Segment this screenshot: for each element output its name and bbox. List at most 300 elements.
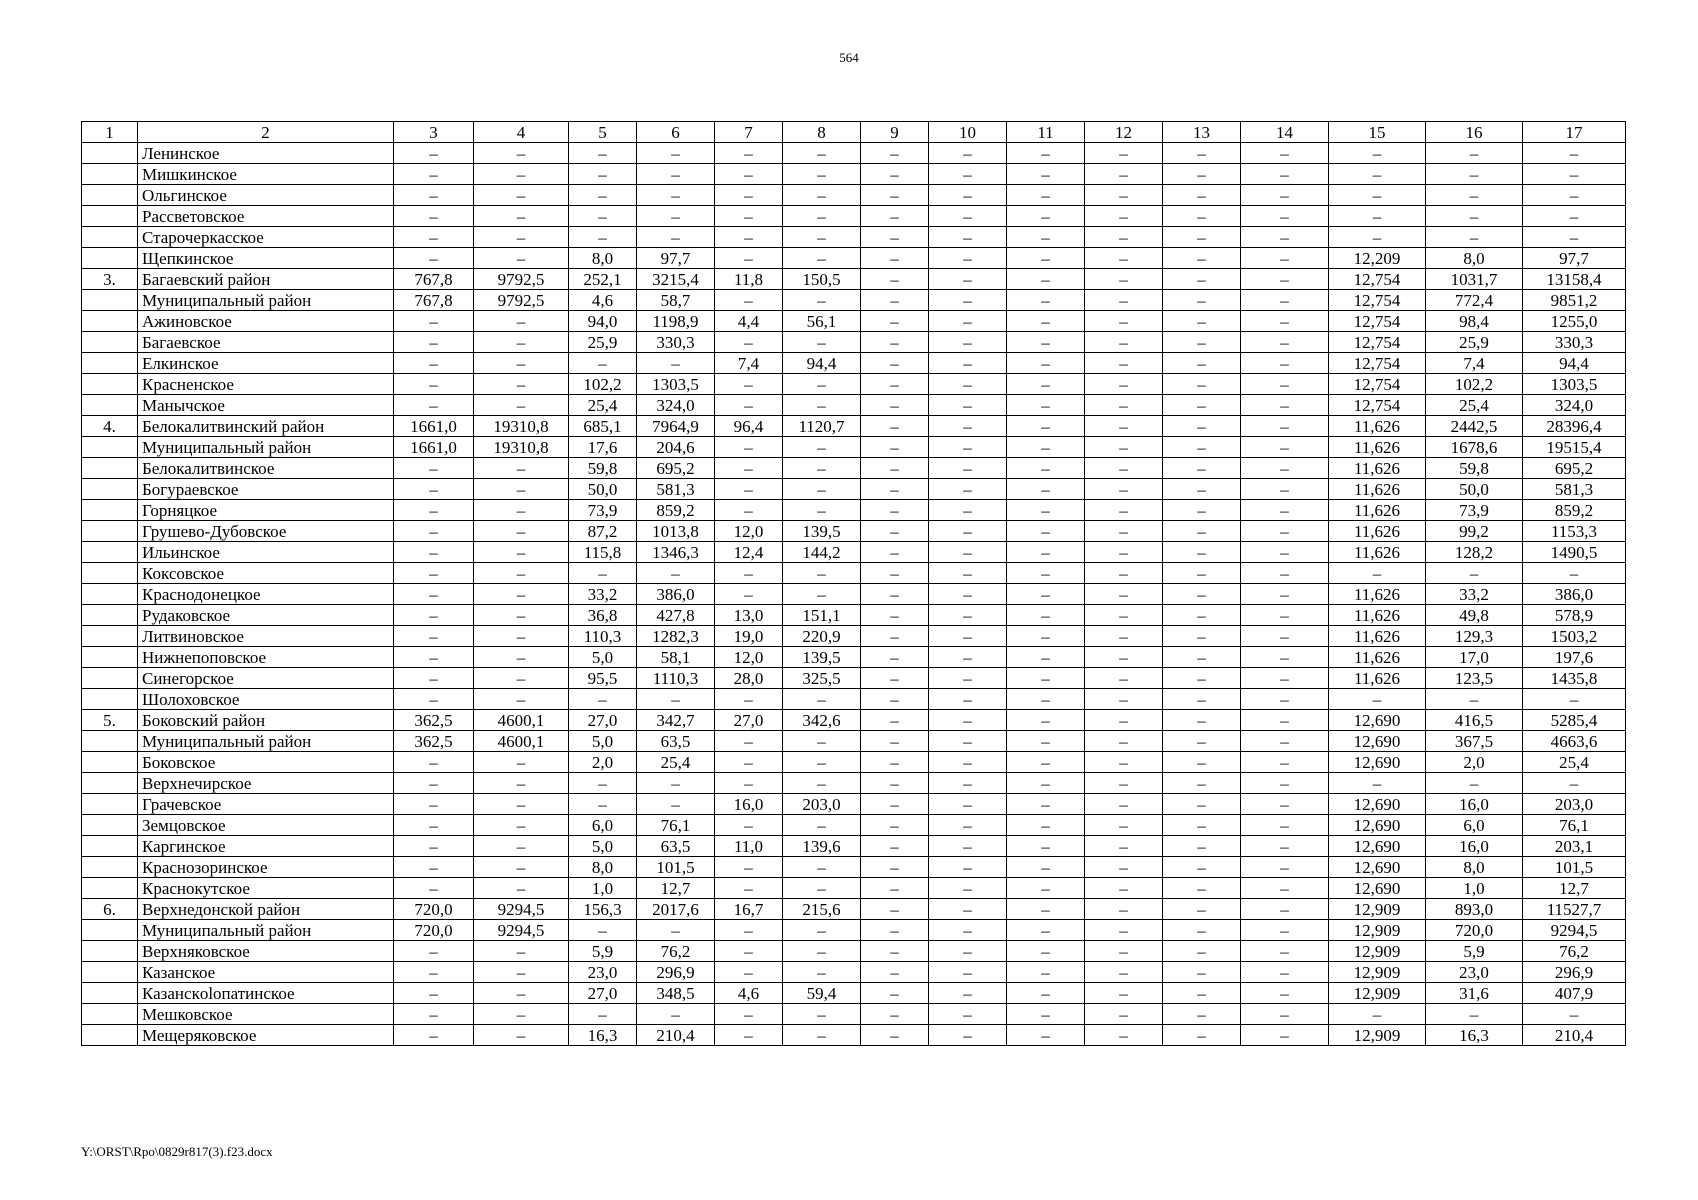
value-cell: – xyxy=(1085,563,1163,584)
value-cell: – xyxy=(861,836,929,857)
value-cell: 695,2 xyxy=(637,458,715,479)
value-cell: 1661,0 xyxy=(394,437,474,458)
value-cell: – xyxy=(783,1025,861,1046)
value-cell: – xyxy=(861,1004,929,1025)
value-cell: – xyxy=(1007,731,1085,752)
value-cell: – xyxy=(1085,962,1163,983)
value-cell: – xyxy=(394,479,474,500)
value-cell: – xyxy=(474,521,569,542)
value-cell: – xyxy=(1163,500,1241,521)
territory-name-cell: Верхнедонской район xyxy=(138,899,394,920)
value-cell: – xyxy=(1085,206,1163,227)
table-row xyxy=(82,584,1626,605)
value-cell: – xyxy=(394,815,474,836)
territory-name-cell: Ольгинское xyxy=(138,185,394,206)
value-cell: – xyxy=(474,794,569,815)
value-cell: 110,3 xyxy=(569,626,637,647)
territory-name-cell: Старочеркасское xyxy=(138,227,394,248)
value-cell: – xyxy=(474,206,569,227)
value-cell: 56,1 xyxy=(783,311,861,332)
value-cell: – xyxy=(1163,458,1241,479)
value-cell: – xyxy=(394,248,474,269)
value-cell: 16,0 xyxy=(715,794,783,815)
value-cell: – xyxy=(474,143,569,164)
table-row xyxy=(82,542,1626,563)
value-cell: – xyxy=(1163,605,1241,626)
value-cell: – xyxy=(1007,983,1085,1004)
territory-name-cell: Белокалитвинский район xyxy=(138,416,394,437)
value-cell: 9294,5 xyxy=(1523,920,1626,941)
value-cell: – xyxy=(637,689,715,710)
value-cell: – xyxy=(1007,500,1085,521)
value-cell: – xyxy=(1085,395,1163,416)
value-cell: – xyxy=(783,437,861,458)
table-row xyxy=(82,1025,1626,1046)
value-cell: 1255,0 xyxy=(1523,311,1626,332)
value-cell: – xyxy=(1241,857,1329,878)
value-cell: 1678,6 xyxy=(1426,437,1523,458)
value-cell: 5,0 xyxy=(569,647,637,668)
value-cell: – xyxy=(1085,1025,1163,1046)
value-cell: – xyxy=(1085,143,1163,164)
value-cell: – xyxy=(861,269,929,290)
table-row xyxy=(82,983,1626,1004)
value-cell: – xyxy=(1007,353,1085,374)
table-row xyxy=(82,731,1626,752)
value-cell: – xyxy=(474,584,569,605)
value-cell: – xyxy=(1163,395,1241,416)
value-cell: – xyxy=(861,332,929,353)
table-row xyxy=(82,500,1626,521)
value-cell: – xyxy=(394,626,474,647)
territory-name-cell: Литвиновское xyxy=(138,626,394,647)
value-cell: 50,0 xyxy=(1426,479,1523,500)
column-header: 2 xyxy=(138,122,394,143)
value-cell: – xyxy=(929,290,1007,311)
value-cell: – xyxy=(1163,332,1241,353)
value-cell: – xyxy=(715,962,783,983)
value-cell: – xyxy=(929,143,1007,164)
value-cell: – xyxy=(929,836,1007,857)
value-cell: – xyxy=(1007,836,1085,857)
value-cell: – xyxy=(715,500,783,521)
value-cell: 94,4 xyxy=(783,353,861,374)
value-cell: 63,5 xyxy=(637,836,715,857)
value-cell: 362,5 xyxy=(394,731,474,752)
value-cell: – xyxy=(715,1004,783,1025)
value-cell: – xyxy=(1523,164,1626,185)
value-cell: – xyxy=(715,437,783,458)
table-row xyxy=(82,815,1626,836)
value-cell: – xyxy=(861,563,929,584)
value-cell: 8,0 xyxy=(1426,857,1523,878)
value-cell: – xyxy=(783,500,861,521)
value-cell: 203,1 xyxy=(1523,836,1626,857)
value-cell: – xyxy=(1007,374,1085,395)
header-row xyxy=(82,122,1626,143)
row-number-cell xyxy=(82,143,138,164)
value-cell: – xyxy=(861,416,929,437)
value-cell: – xyxy=(929,206,1007,227)
table-row xyxy=(82,143,1626,164)
value-cell: – xyxy=(1085,374,1163,395)
value-cell: – xyxy=(1007,584,1085,605)
value-cell: – xyxy=(783,206,861,227)
value-cell: – xyxy=(715,395,783,416)
value-cell: 36,8 xyxy=(569,605,637,626)
value-cell: 893,0 xyxy=(1426,899,1523,920)
value-cell: – xyxy=(1007,479,1085,500)
value-cell: – xyxy=(1329,773,1426,794)
value-cell: 427,8 xyxy=(637,605,715,626)
value-cell: – xyxy=(394,668,474,689)
value-cell: – xyxy=(394,752,474,773)
territory-name-cell: Мишкинское xyxy=(138,164,394,185)
value-cell: 5285,4 xyxy=(1523,710,1626,731)
value-cell: – xyxy=(1241,521,1329,542)
table-row xyxy=(82,395,1626,416)
value-cell: 12,0 xyxy=(715,521,783,542)
value-cell: – xyxy=(1007,521,1085,542)
value-cell: 362,5 xyxy=(394,710,474,731)
value-cell: – xyxy=(861,248,929,269)
value-cell: 8,0 xyxy=(1426,248,1523,269)
data-table xyxy=(81,121,1626,1046)
value-cell: – xyxy=(715,1025,783,1046)
row-number-cell xyxy=(82,500,138,521)
value-cell: 8,0 xyxy=(569,857,637,878)
value-cell: – xyxy=(861,983,929,1004)
value-cell: 1435,8 xyxy=(1523,668,1626,689)
value-cell: – xyxy=(569,185,637,206)
value-cell: – xyxy=(1163,983,1241,1004)
value-cell: – xyxy=(1085,899,1163,920)
row-number-cell xyxy=(82,794,138,815)
territory-name-cell: Муниципальный район xyxy=(138,437,394,458)
row-number-cell xyxy=(82,605,138,626)
value-cell: 4,6 xyxy=(569,290,637,311)
value-cell: – xyxy=(929,920,1007,941)
value-cell: – xyxy=(1241,794,1329,815)
value-cell: – xyxy=(861,731,929,752)
value-cell: – xyxy=(1163,437,1241,458)
value-cell: – xyxy=(861,794,929,815)
row-number-cell: 5. xyxy=(82,710,138,731)
value-cell: 59,4 xyxy=(783,983,861,1004)
value-cell: 252,1 xyxy=(569,269,637,290)
value-cell: – xyxy=(929,563,1007,584)
value-cell: 27,0 xyxy=(715,710,783,731)
value-cell: 16,3 xyxy=(569,1025,637,1046)
row-number-cell xyxy=(82,395,138,416)
value-cell: 11,0 xyxy=(715,836,783,857)
value-cell: – xyxy=(1163,542,1241,563)
value-cell: – xyxy=(1523,185,1626,206)
territory-name-cell: Шолоховское xyxy=(138,689,394,710)
value-cell: 94,4 xyxy=(1523,353,1626,374)
value-cell: – xyxy=(1007,458,1085,479)
value-cell: – xyxy=(1007,857,1085,878)
value-cell: – xyxy=(1007,815,1085,836)
value-cell: – xyxy=(1085,479,1163,500)
value-cell: 76,1 xyxy=(637,815,715,836)
value-cell: – xyxy=(861,710,929,731)
value-cell: – xyxy=(394,374,474,395)
row-number-cell xyxy=(82,437,138,458)
value-cell: – xyxy=(1241,227,1329,248)
value-cell: – xyxy=(1426,227,1523,248)
value-cell: – xyxy=(929,227,1007,248)
value-cell: – xyxy=(715,374,783,395)
value-cell: – xyxy=(1007,563,1085,584)
value-cell: – xyxy=(1241,164,1329,185)
value-cell: – xyxy=(474,164,569,185)
value-cell: – xyxy=(394,584,474,605)
value-cell: – xyxy=(1241,416,1329,437)
value-cell: 342,7 xyxy=(637,710,715,731)
value-cell: 99,2 xyxy=(1426,521,1523,542)
value-cell: 1303,5 xyxy=(1523,374,1626,395)
value-cell: 12,690 xyxy=(1329,878,1426,899)
column-header: 8 xyxy=(783,122,861,143)
table-row xyxy=(82,269,1626,290)
value-cell: – xyxy=(1523,206,1626,227)
value-cell: – xyxy=(1241,332,1329,353)
value-cell: – xyxy=(1007,941,1085,962)
value-cell: – xyxy=(474,605,569,626)
table-row xyxy=(82,563,1626,584)
row-number-cell xyxy=(82,920,138,941)
value-cell: 27,0 xyxy=(569,710,637,731)
value-cell: – xyxy=(1007,395,1085,416)
value-cell: – xyxy=(783,185,861,206)
value-cell: – xyxy=(474,878,569,899)
value-cell: 5,9 xyxy=(569,941,637,962)
value-cell: – xyxy=(474,458,569,479)
value-cell: 12,7 xyxy=(1523,878,1626,899)
value-cell: 203,0 xyxy=(783,794,861,815)
value-cell: 6,0 xyxy=(569,815,637,836)
value-cell: 97,7 xyxy=(1523,248,1626,269)
value-cell: – xyxy=(929,521,1007,542)
value-cell: – xyxy=(1163,899,1241,920)
value-cell: 9294,5 xyxy=(474,920,569,941)
value-cell: – xyxy=(637,206,715,227)
value-cell: – xyxy=(474,773,569,794)
table-row xyxy=(82,164,1626,185)
value-cell: – xyxy=(1241,500,1329,521)
value-cell: 25,4 xyxy=(637,752,715,773)
value-cell: – xyxy=(1007,962,1085,983)
value-cell: – xyxy=(1085,836,1163,857)
column-header: 17 xyxy=(1523,122,1626,143)
value-cell: – xyxy=(1241,584,1329,605)
value-cell: – xyxy=(1163,710,1241,731)
value-cell: 1282,3 xyxy=(637,626,715,647)
value-cell: – xyxy=(1163,689,1241,710)
value-cell: – xyxy=(1329,143,1426,164)
value-cell: – xyxy=(929,899,1007,920)
territory-name-cell: Белокалитвинское xyxy=(138,458,394,479)
value-cell: – xyxy=(1085,584,1163,605)
value-cell: – xyxy=(1241,899,1329,920)
value-cell: – xyxy=(474,647,569,668)
value-cell: – xyxy=(394,311,474,332)
value-cell: – xyxy=(1241,248,1329,269)
value-cell: – xyxy=(929,458,1007,479)
value-cell: – xyxy=(1241,710,1329,731)
value-cell: – xyxy=(715,227,783,248)
value-cell: – xyxy=(715,332,783,353)
value-cell: 12,690 xyxy=(1329,752,1426,773)
value-cell: 150,5 xyxy=(783,269,861,290)
row-number-cell xyxy=(82,857,138,878)
value-cell: – xyxy=(783,878,861,899)
value-cell: 12,209 xyxy=(1329,248,1426,269)
value-cell: 11,626 xyxy=(1329,542,1426,563)
value-cell: – xyxy=(861,941,929,962)
value-cell: – xyxy=(1085,731,1163,752)
territory-name-cell: Рассветовское xyxy=(138,206,394,227)
value-cell: 203,0 xyxy=(1523,794,1626,815)
value-cell: – xyxy=(474,332,569,353)
value-cell: – xyxy=(1085,626,1163,647)
value-cell: 16,7 xyxy=(715,899,783,920)
value-cell: – xyxy=(1007,605,1085,626)
value-cell: – xyxy=(474,311,569,332)
value-cell: 19,0 xyxy=(715,626,783,647)
value-cell: – xyxy=(1085,437,1163,458)
value-cell: 11527,7 xyxy=(1523,899,1626,920)
value-cell: – xyxy=(929,941,1007,962)
column-header: 9 xyxy=(861,122,929,143)
value-cell: 19310,8 xyxy=(474,437,569,458)
value-cell: – xyxy=(715,479,783,500)
value-cell: – xyxy=(861,521,929,542)
value-cell: – xyxy=(1163,752,1241,773)
value-cell: 4600,1 xyxy=(474,731,569,752)
value-cell: – xyxy=(474,227,569,248)
value-cell: – xyxy=(1007,773,1085,794)
value-cell: – xyxy=(1085,458,1163,479)
territory-name-cell: Краснодонецкое xyxy=(138,584,394,605)
value-cell: – xyxy=(474,1025,569,1046)
value-cell: 12,690 xyxy=(1329,857,1426,878)
value-cell: – xyxy=(929,1004,1007,1025)
value-cell: – xyxy=(1241,815,1329,836)
value-cell: – xyxy=(1241,563,1329,584)
value-cell: – xyxy=(394,962,474,983)
value-cell: – xyxy=(637,143,715,164)
value-cell: 4663,6 xyxy=(1523,731,1626,752)
territory-name-cell: Боковское xyxy=(138,752,394,773)
value-cell: 12,909 xyxy=(1329,941,1426,962)
value-cell: – xyxy=(1085,878,1163,899)
row-number-cell xyxy=(82,941,138,962)
value-cell: – xyxy=(474,815,569,836)
value-cell: – xyxy=(929,878,1007,899)
value-cell: 1346,3 xyxy=(637,542,715,563)
value-cell: – xyxy=(569,689,637,710)
value-cell: 2017,6 xyxy=(637,899,715,920)
value-cell: – xyxy=(929,731,1007,752)
value-cell: – xyxy=(1523,689,1626,710)
value-cell: – xyxy=(1007,269,1085,290)
value-cell: 12,909 xyxy=(1329,962,1426,983)
value-cell: 1661,0 xyxy=(394,416,474,437)
value-cell: – xyxy=(1241,920,1329,941)
value-cell: 342,6 xyxy=(783,710,861,731)
value-cell: 12,754 xyxy=(1329,269,1426,290)
value-cell: – xyxy=(783,374,861,395)
value-cell: – xyxy=(1085,710,1163,731)
value-cell: – xyxy=(1241,311,1329,332)
value-cell: 95,5 xyxy=(569,668,637,689)
value-cell: – xyxy=(1426,185,1523,206)
value-cell: – xyxy=(394,143,474,164)
value-cell: 581,3 xyxy=(1523,479,1626,500)
value-cell: – xyxy=(1241,626,1329,647)
row-number-cell xyxy=(82,647,138,668)
value-cell: – xyxy=(929,269,1007,290)
value-cell: 296,9 xyxy=(637,962,715,983)
value-cell: 367,5 xyxy=(1426,731,1523,752)
value-cell: – xyxy=(715,752,783,773)
territory-name-cell: Казанское xyxy=(138,962,394,983)
value-cell: 31,6 xyxy=(1426,983,1523,1004)
value-cell: – xyxy=(1163,878,1241,899)
value-cell: – xyxy=(637,794,715,815)
value-cell: – xyxy=(1007,143,1085,164)
value-cell: 325,5 xyxy=(783,668,861,689)
territory-name-cell: Муниципальный район xyxy=(138,920,394,941)
row-number-cell xyxy=(82,878,138,899)
value-cell: – xyxy=(1523,143,1626,164)
value-cell: – xyxy=(1426,563,1523,584)
value-cell: – xyxy=(474,668,569,689)
value-cell: – xyxy=(1523,227,1626,248)
value-cell: – xyxy=(861,479,929,500)
value-cell: 11,626 xyxy=(1329,416,1426,437)
value-cell: – xyxy=(1241,1004,1329,1025)
value-cell: – xyxy=(1085,500,1163,521)
value-cell: 12,0 xyxy=(715,647,783,668)
column-header: 10 xyxy=(929,122,1007,143)
value-cell: – xyxy=(783,962,861,983)
value-cell: – xyxy=(783,479,861,500)
value-cell: – xyxy=(1007,1025,1085,1046)
value-cell: – xyxy=(861,626,929,647)
value-cell: – xyxy=(474,836,569,857)
value-cell: – xyxy=(569,773,637,794)
value-cell: 204,6 xyxy=(637,437,715,458)
value-cell: 129,3 xyxy=(1426,626,1523,647)
value-cell: – xyxy=(569,164,637,185)
value-cell: – xyxy=(1241,836,1329,857)
value-cell: – xyxy=(1163,269,1241,290)
value-cell: – xyxy=(1329,563,1426,584)
value-cell: – xyxy=(929,584,1007,605)
value-cell: – xyxy=(929,353,1007,374)
value-cell: – xyxy=(783,290,861,311)
territory-name-cell: Муниципальный район xyxy=(138,731,394,752)
value-cell: – xyxy=(1163,920,1241,941)
value-cell: 1198,9 xyxy=(637,311,715,332)
value-cell: 156,3 xyxy=(569,899,637,920)
value-cell: 1120,7 xyxy=(783,416,861,437)
value-cell: – xyxy=(861,689,929,710)
value-cell: – xyxy=(715,185,783,206)
